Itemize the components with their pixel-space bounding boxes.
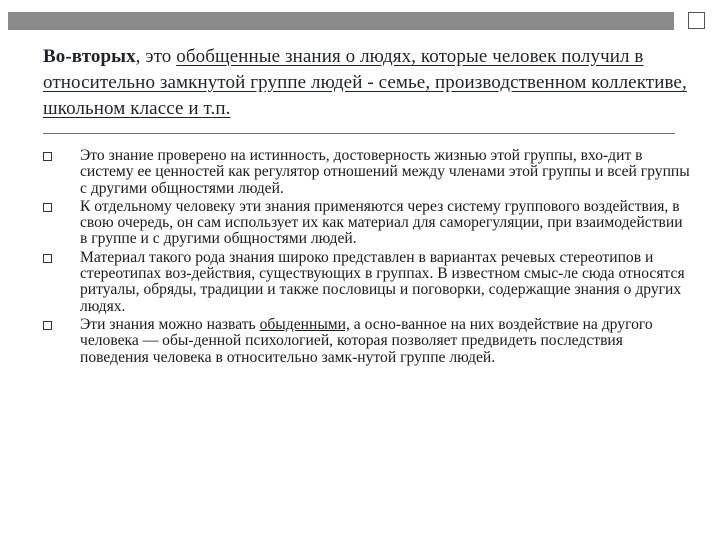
- bullet-item: [43, 199, 693, 248]
- bullet-item: [43, 250, 693, 315]
- bullet-text: Материал такого рода знания широко представлен в вариантах речевых стереотипов и стереотипах воз-действия, существующих в группах. В известном смыс-ле сюда относятся ритуалы, обряды, традиции и также пословицы и поговорки, содержащие знания о других людях.: [80, 248, 685, 315]
- square-bullet-icon: [43, 321, 52, 330]
- bullet-list: [43, 148, 693, 368]
- bullet-text: Это знание проверено на истинность, достоверность жизнью этой группы, вхо-дит в систему ее ценностей как регулятор отношений между членами этой группы и всей группы с другими общностями людей.: [80, 147, 690, 197]
- square-bullet-icon: [43, 152, 52, 161]
- bullet-text: К отдельному человеку эти знания применяются через систему группового воздействия, в свою очередь, он сам использует их как материал для саморегуляции, при взаимодействии в группе и с другими общностями людей.: [80, 197, 683, 248]
- bullet-text-underlined: обыденными,: [259, 315, 350, 333]
- bullet-text-after: а осно-ванное на них воздействие на другого человека — обы-денной психологией, которая позволяет предвидеть последствия поведения человека в относительно замк-нутой группе людей.: [80, 315, 653, 366]
- bullet-text-before: Эти знания можно назвать: [80, 315, 260, 333]
- corner-square-icon: [688, 12, 705, 29]
- title-divider: [43, 133, 675, 134]
- square-bullet-icon: [43, 203, 52, 212]
- title-underlined: обобщенные знания о людях, которые человек получил в относительно замкнутой группе людей - семье, производственном коллективе, школьном классе и т.п.: [43, 46, 687, 119]
- square-bullet-icon: [43, 254, 52, 263]
- title-separator: , это: [135, 46, 177, 67]
- bullet-item: [43, 317, 693, 366]
- header-bar: [8, 12, 674, 30]
- title-lead: Во-вторых: [43, 46, 136, 67]
- bullet-item: [43, 148, 693, 197]
- slide-title: [43, 44, 693, 122]
